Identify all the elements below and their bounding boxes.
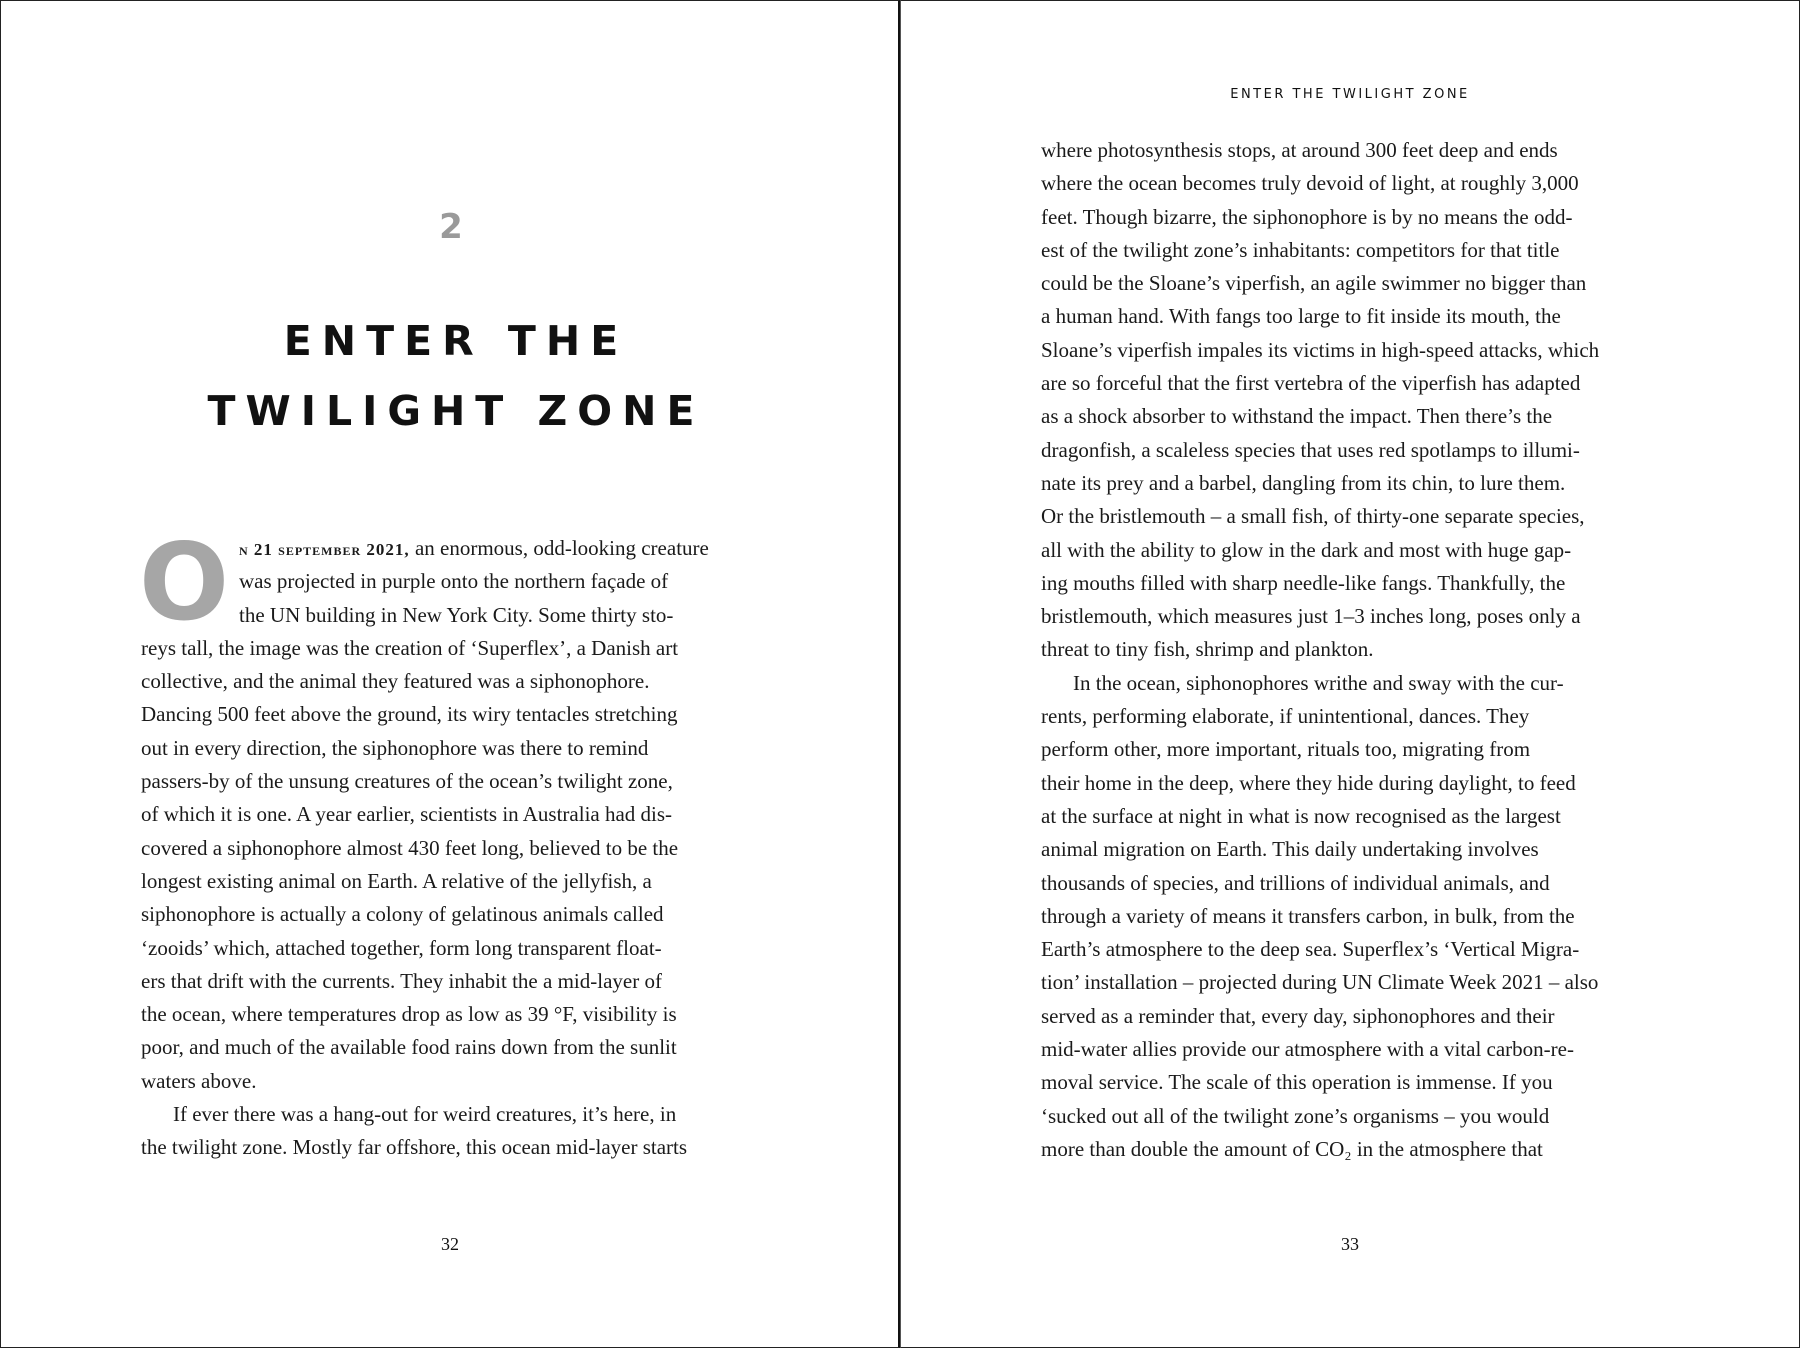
drop-cap: O — [139, 521, 230, 644]
body-line: Dancing 500 feet above the ground, its wiry tentacles stretching — [141, 702, 678, 727]
body-line: mid-water allies provide our atmosphere with a vital carbon-re- — [1041, 1037, 1574, 1062]
body-line: through a variety of means it transfers carbon, in bulk, from the — [1041, 903, 1575, 928]
body-line: dragonfish, a scaleless species that uses red spotlamps to illumi- — [1041, 437, 1580, 462]
body-line: was projected in purple onto the northern façade of — [239, 569, 669, 594]
body-line: more than double the amount of CO₂ in the atmosphere that — [1041, 1136, 1543, 1161]
body-line: ‘zooids’ which, attached together, form long transparent float- — [141, 935, 662, 960]
body-line: a human hand. With fangs too large to fit inside its mouth, the — [1041, 304, 1561, 329]
body-line: an enormous, odd-looking creature — [409, 536, 709, 560]
body-line: all with the ability to glow in the dark and most with huge gap- — [1041, 537, 1572, 562]
body-line: of which it is one. A year earlier, scientists in Australia had dis- — [141, 802, 673, 827]
page-number-left: 32 — [441, 1234, 459, 1254]
body-line: ers that drift with the currents. They inhabit the a mid-layer of — [141, 968, 662, 993]
body-line: ‘sucked out all of the twilight zone’s organisms – you would — [1041, 1103, 1550, 1128]
body-line: where photosynthesis stops, at around 300 feet deep and ends — [1041, 138, 1558, 162]
body-line: their home in the deep, where they hide during daylight, to feed — [1041, 770, 1576, 795]
body-line: Or the bristlemouth – a small fish, of thirty-one separate species, — [1041, 504, 1585, 529]
body-line: as a shock absorber to withstand the impact. Then there’s the — [1041, 404, 1553, 429]
body-line: thousands of species, and trillions of individual animals, and — [1041, 870, 1550, 895]
body-line: perform other, more important, rituals too, migrating from — [1041, 737, 1531, 762]
left-body-text — [139, 521, 761, 1165]
body-line: waters above. — [141, 1068, 257, 1093]
body-line: bristlemouth, which measures just 1–3 inches long, poses only a — [1041, 604, 1581, 629]
body-line: moval service. The scale of this operation is immense. If you — [1041, 1070, 1553, 1095]
right-body-text — [1041, 134, 1661, 1166]
body-line: at the surface at night in what is now recognised as the largest — [1041, 803, 1561, 828]
chapter-title-line-1: ENTER THE — [283, 317, 629, 365]
body-line: are so forceful that the first vertebra of the viperfish has adapted — [1041, 371, 1581, 396]
page-number-right: 33 — [1341, 1234, 1359, 1254]
body-line: the twilight zone. Mostly far offshore, this ocean mid-layer starts — [141, 1135, 688, 1160]
body-line: animal migration on Earth. This daily undertaking involves — [1041, 837, 1539, 862]
body-line: threat to tiny fish, shrimp and plankton. — [1041, 637, 1374, 662]
body-line: out in every direction, the siphonophore was there to remind — [141, 735, 649, 760]
lead-small-caps: n 21 september 2021, — [239, 540, 410, 559]
body-line: siphonophore is actually a colony of gelatinous animals called — [141, 902, 664, 927]
body-line: the UN building in New York City. Some thirty sto- — [239, 602, 674, 627]
body-line: reys tall, the image was the creation of ‘Superflex’, a Danish art — [141, 635, 679, 660]
body-line: feet. Though bizarre, the siphonophore is by no means the odd- — [1041, 204, 1573, 229]
chapter-number: 2 — [439, 207, 463, 247]
body-line: longest existing animal on Earth. A relative of the jellyfish, a — [141, 868, 652, 893]
body-line: Sloane’s viperfish impales its victims in high-speed attacks, which — [1041, 337, 1600, 362]
body-line: the ocean, where temperatures drop as low as 39 °F, visibility is — [141, 1002, 677, 1027]
body-line: poor, and much of the available food rains down from the sunlit — [141, 1035, 677, 1060]
body-line: collective, and the animal they featured was a siphonophore. — [141, 669, 650, 694]
body-line: where the ocean becomes truly devoid of light, at roughly 3,000 — [1041, 171, 1579, 196]
body-line: covered a siphonophore almost 430 feet long, believed to be the — [141, 835, 679, 860]
chapter-title-line-2: TWILIGHT ZONE — [207, 387, 705, 435]
body-line: served as a reminder that, every day, siphonophores and their — [1041, 1003, 1555, 1028]
body-line: rents, performing elaborate, if unintentional, dances. They — [1041, 704, 1530, 729]
body-line: If ever there was a hang-out for weird creatures, it’s here, in — [173, 1102, 677, 1127]
body-line: ing mouths filled with sharp needle-like fangs. Thankfully, the — [1041, 570, 1566, 595]
body-line: nate its prey and a barbel, dangling from its chin, to lure them. — [1041, 470, 1566, 495]
running-head: ENTER THE TWILIGHT ZONE — [1230, 87, 1470, 102]
body-line: Earth’s atmosphere to the deep sea. Superflex’s ‘Vertical Migra- — [1041, 937, 1580, 962]
body-line-lead — [141, 532, 761, 565]
body-line: est of the twilight zone’s inhabitants: competitors for that title — [1041, 237, 1560, 262]
body-line: tion’ installation – projected during UN Climate Week 2021 – also — [1041, 970, 1599, 995]
body-line: passers-by of the unsung creatures of the ocean’s twilight zone, — [141, 769, 673, 794]
body-line: could be the Sloane’s viperfish, an agile swimmer no bigger than — [1041, 271, 1587, 296]
body-line: In the ocean, siphonophores writhe and sway with the cur- — [1073, 670, 1564, 695]
